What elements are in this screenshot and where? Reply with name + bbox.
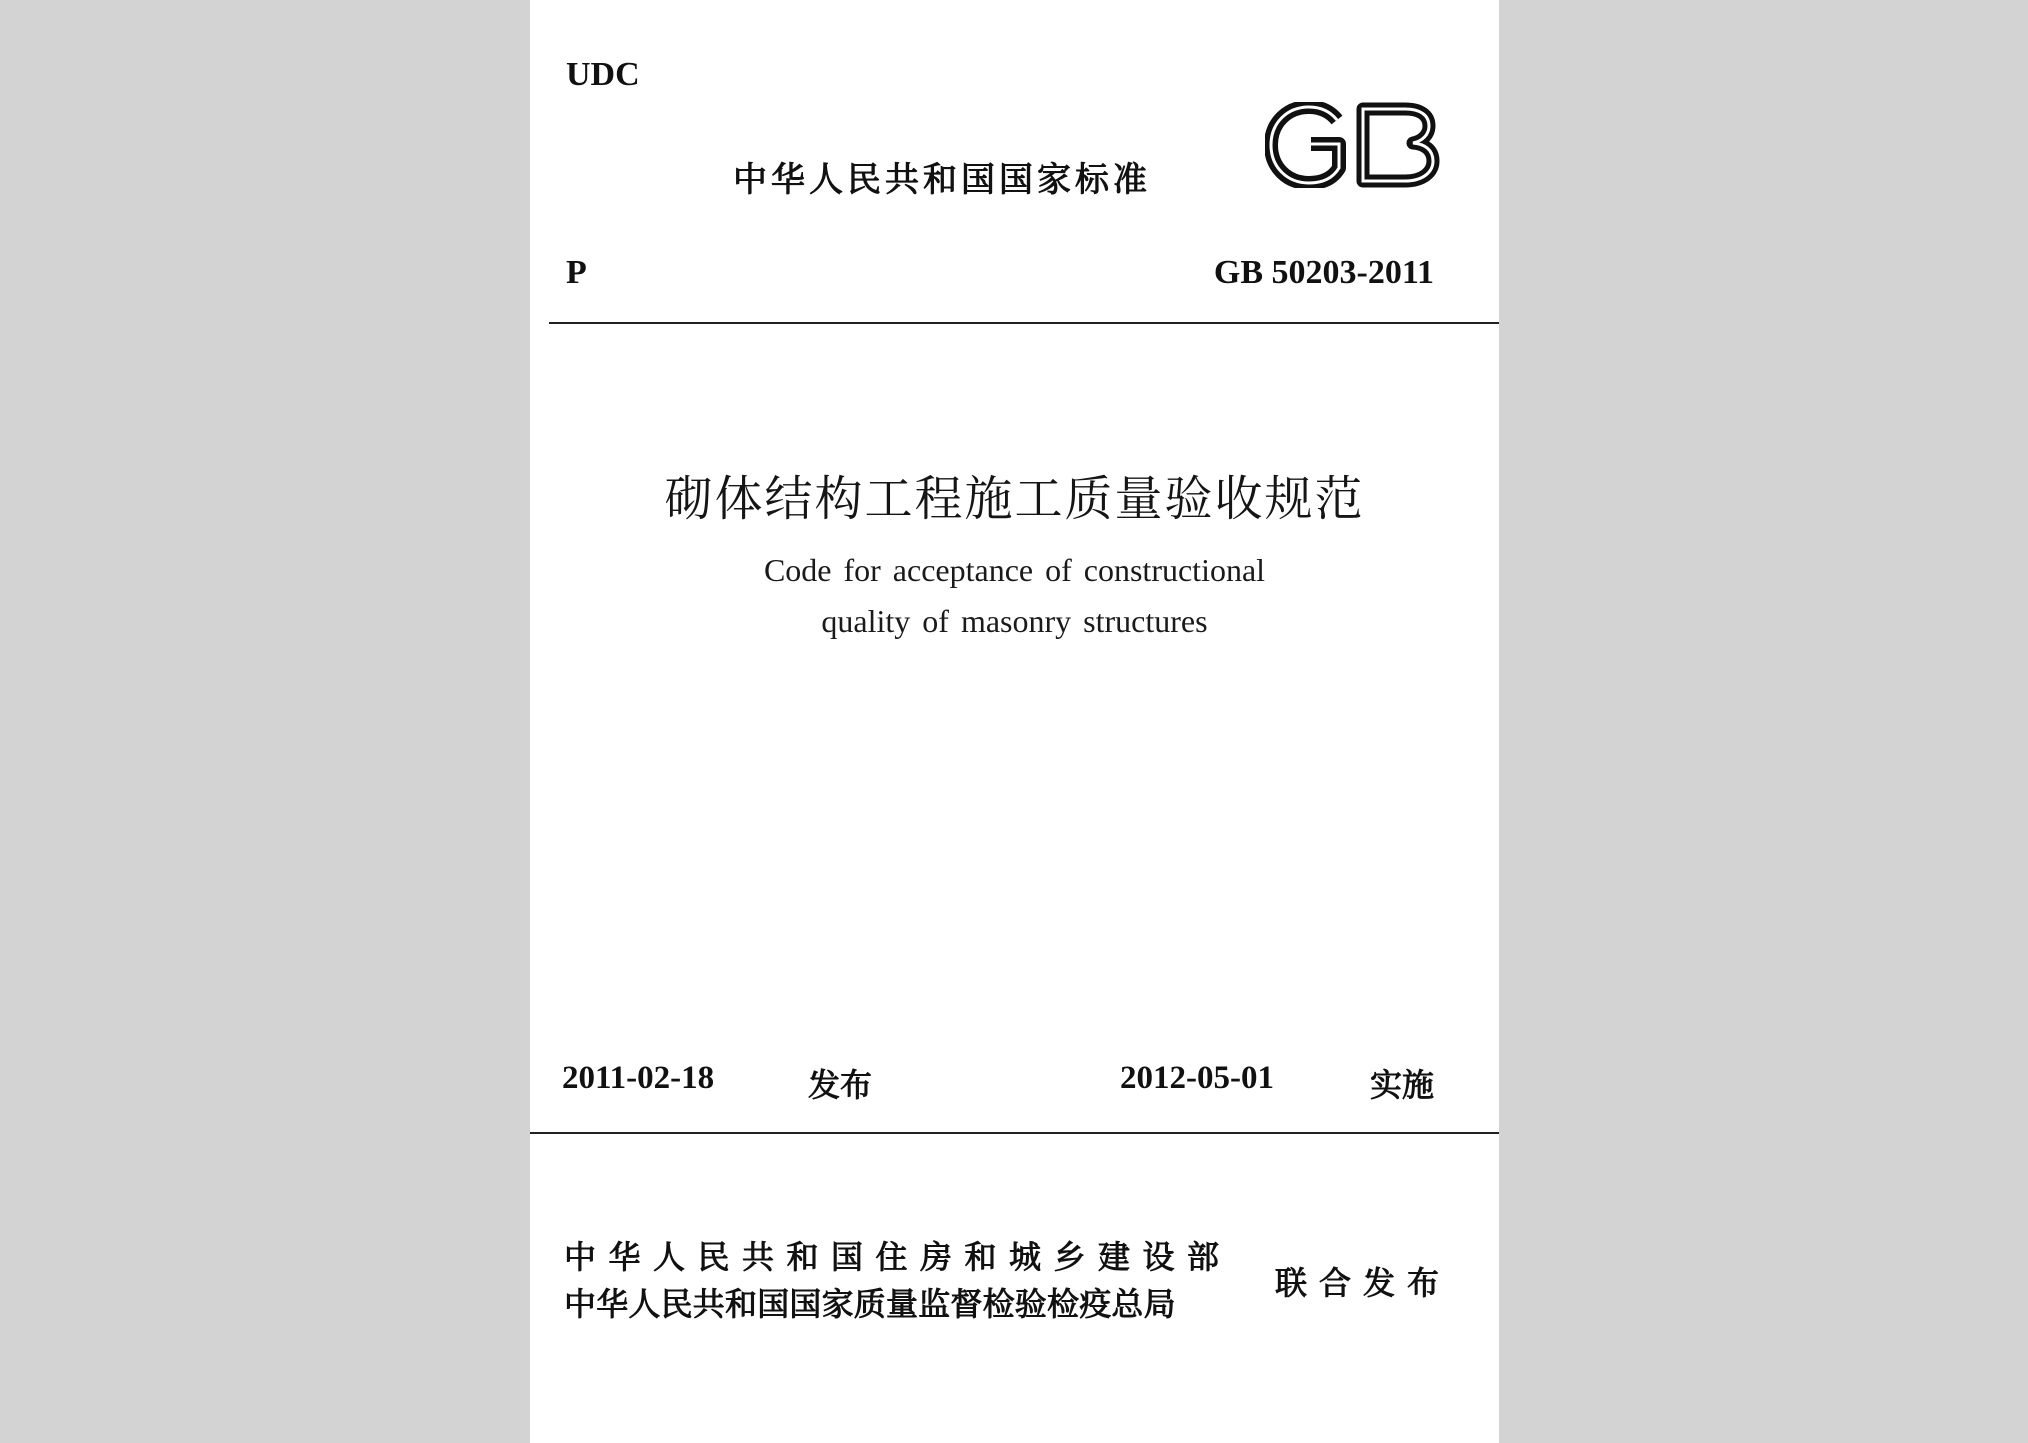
title-chinese: 砌体结构工程施工质量验收规范	[664, 471, 1365, 527]
gb-logo-icon	[1265, 102, 1441, 188]
joint-issue-label: 联合发布	[1275, 1264, 1452, 1302]
header-divider	[549, 322, 1499, 324]
issuer-quality-administration: 中华人民共和国国家质量监督检验检疫总局	[564, 1285, 1176, 1323]
udc-label: UDC	[566, 56, 640, 93]
implementation-date: 2012-05-01	[1120, 1060, 1274, 1096]
document-cover-page	[530, 0, 1499, 1443]
footer-divider	[530, 1132, 1499, 1134]
issuer-ministry-housing: 中华人民共和国住房和城乡建设部	[564, 1238, 1232, 1276]
classification-code: P	[566, 254, 587, 291]
title-english-line1: Code for acceptance of constructional	[763, 552, 1266, 588]
title-english-line2: quality of masonry structures	[821, 603, 1208, 639]
standard-number: GB 50203-2011	[1213, 254, 1434, 291]
issue-label: 发布	[808, 1066, 873, 1104]
issue-date: 2011-02-18	[562, 1060, 715, 1096]
national-standard-heading: 中华人民共和国国家标准	[733, 160, 1151, 200]
implementation-label: 实施	[1370, 1066, 1435, 1104]
